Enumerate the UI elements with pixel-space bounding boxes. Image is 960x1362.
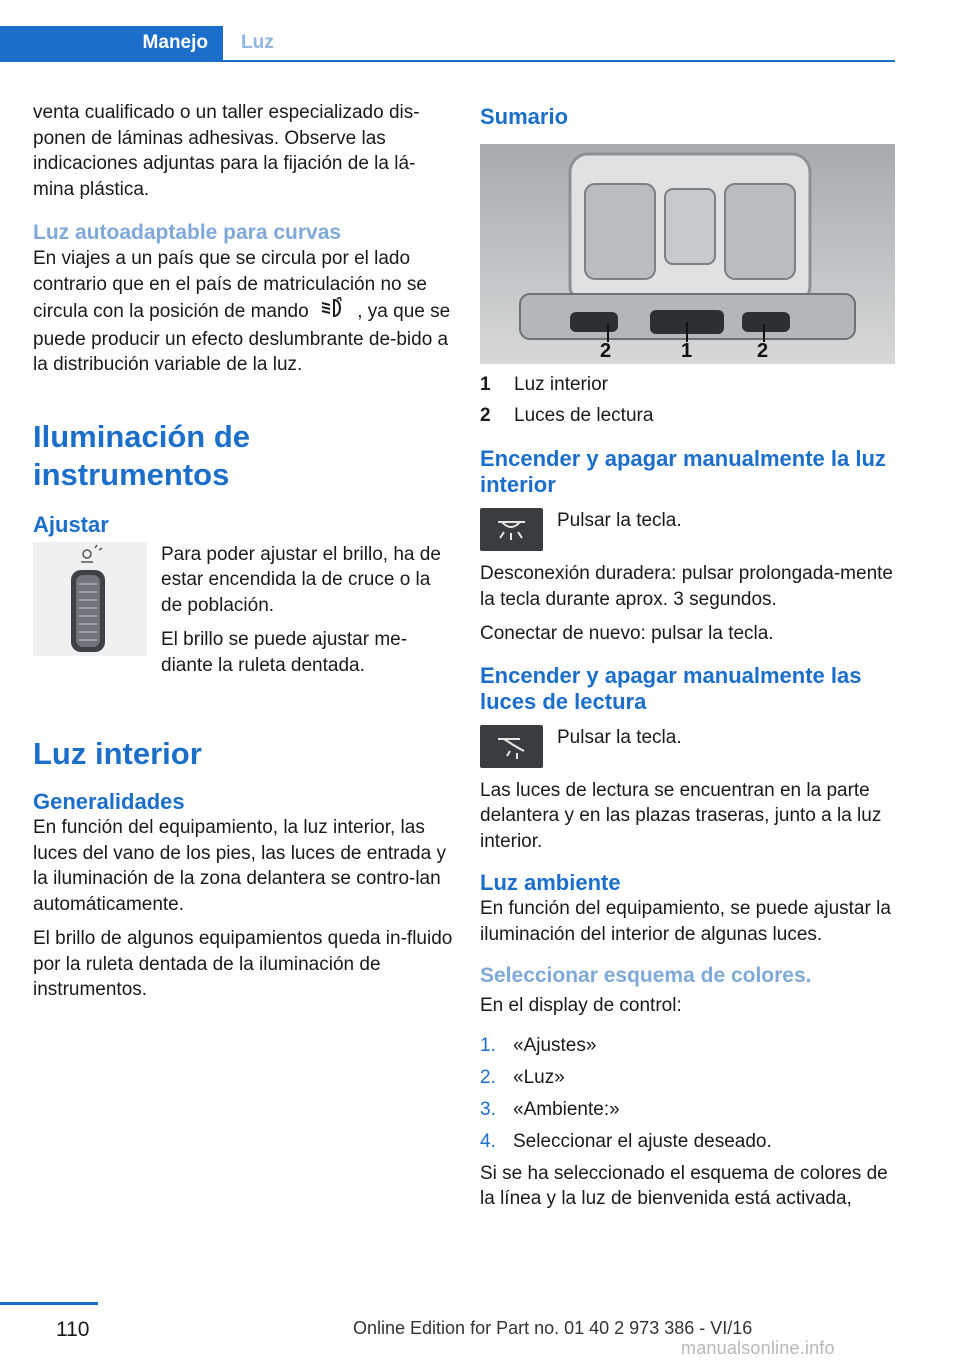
steps-list: [480, 1033, 900, 1154]
reading-location-text: Las luces de lectura se encuentran en la parte delantera y en las plazas traseras, junto a la luz interior.: [480, 779, 882, 852]
watermark: manualsonline.info: [681, 1338, 835, 1358]
interior-light-key-icon: [480, 508, 543, 551]
curve-light-heading: Luz autoadaptable para curvas: [33, 221, 342, 244]
step-text: Seleccionar el ajuste deseado.: [513, 1130, 772, 1152]
step-text: «Ajustes»: [513, 1034, 597, 1056]
list-item: [480, 1097, 900, 1122]
general-text-1: En función del equipamiento, la luz interior, las luces del vano de los pies, las luces de entrada y la iluminación de la zona delantera se contro-lan automáticamente.: [33, 817, 446, 915]
control-display-text: En el display de control:: [480, 995, 682, 1016]
interior-toggle-heading: Encender y apagar manualmente la luz interior: [480, 446, 886, 497]
general-text-2: El brillo de algunos equipamientos queda in-fluido por la ruleta dentada de la iluminación de instrumentos.: [33, 928, 453, 1000]
page-number: 110: [56, 1318, 90, 1341]
adjust-text-2: El brillo se puede ajustar me-diante la ruleta dentada.: [161, 629, 408, 676]
step-number: 4.: [480, 1130, 496, 1152]
overhead-console-image: [480, 144, 895, 364]
tab-manejo[interactable]: Manejo: [0, 26, 223, 62]
summary-heading: Sumario: [480, 104, 569, 129]
legend-item: [480, 372, 900, 397]
interior-light-heading: Luz interior: [33, 736, 202, 771]
step-number: 3.: [480, 1098, 496, 1120]
left-column: [33, 100, 453, 1012]
press-key-text-1: Pulsar la tecla.: [557, 510, 682, 531]
figure-callout-center-1: 1: [681, 340, 693, 362]
thumbwheel-image: [33, 542, 147, 656]
adjust-text-1: Para poder ajustar el brillo, ha de estar encendida la de cruce o la de población.: [161, 543, 441, 616]
legend-text: Luz interior: [514, 374, 608, 395]
footer-rule: [0, 1302, 98, 1305]
right-column: [480, 100, 900, 1221]
step-text: «Ambiente:»: [513, 1098, 620, 1120]
curve-light-text: [33, 246, 453, 378]
adjust-text-block: [161, 542, 453, 688]
legend-text: Luces de lectura: [514, 405, 654, 426]
edition-text: Online Edition for Part no. 01 40 2 973 386 - VI/16: [353, 1318, 753, 1338]
final-text: Si se ha seleccionado el esquema de colores de la línea y la luz de bienvenida está activada,: [480, 1162, 888, 1209]
step-number: 2.: [480, 1066, 496, 1088]
press-key-text-2: Pulsar la tecla.: [557, 726, 682, 748]
figure-legend: [480, 372, 900, 428]
step-number: 1.: [480, 1034, 496, 1056]
thumbwheel-illustration: [33, 542, 147, 656]
ambient-text: En función del equipamiento, se puede ajustar la iluminación del interior de algunas luces.: [480, 898, 891, 945]
figure-callout-left-2: 2: [600, 340, 612, 362]
legend-number: 1: [480, 374, 491, 395]
list-item: [480, 1065, 900, 1090]
intro-paragraph: venta cualificado o un taller especializado dis-ponen de láminas adhesivas. Observe las indicaciones adjuntas para la fijación de la lá-mina plástica.: [33, 102, 420, 200]
interior-key-row: [480, 508, 900, 551]
figure-callout-right-2: 2: [757, 340, 769, 362]
reading-toggle-heading: Encender y apagar manualmente las luces de lectura: [480, 662, 862, 714]
reading-light-key-icon: [480, 725, 543, 768]
adjust-heading: Ajustar: [33, 511, 109, 537]
disconnect-text: Desconexión duradera: pulsar prolongada-mente la tecla durante aprox. 3 segundos.: [480, 563, 893, 610]
curve-light-text-after: , ya que se puede producir un efecto deslumbrante de-bido a la distribución variable de la luz.: [33, 300, 451, 375]
overhead-console-illustration: [480, 144, 895, 364]
legend-number: 2: [480, 405, 491, 426]
instrument-lighting-heading: Iluminación de instrumentos: [33, 418, 251, 492]
ambient-light-heading: Luz ambiente: [480, 870, 621, 895]
header-rule: [0, 60, 895, 62]
color-scheme-heading: Seleccionar esquema de colores.: [480, 964, 812, 987]
adjust-figure-row: [33, 542, 453, 688]
curve-light-text-before: En viajes a un país que se circula por el lado contrario que en el país de matriculación no se circula con la posición de mando: [33, 248, 427, 322]
list-item: [480, 1033, 900, 1058]
reconnect-text: Conectar de nuevo: pulsar la tecla.: [480, 623, 774, 644]
general-heading: Generalidades: [33, 789, 185, 814]
legend-item: [480, 403, 900, 428]
page-header: [0, 26, 895, 62]
tab-luz[interactable]: Luz: [241, 32, 274, 53]
headlight-beam-icon: [320, 297, 346, 327]
step-text: «Luz»: [513, 1066, 565, 1088]
reading-key-row: [480, 725, 900, 768]
list-item: [480, 1129, 900, 1154]
